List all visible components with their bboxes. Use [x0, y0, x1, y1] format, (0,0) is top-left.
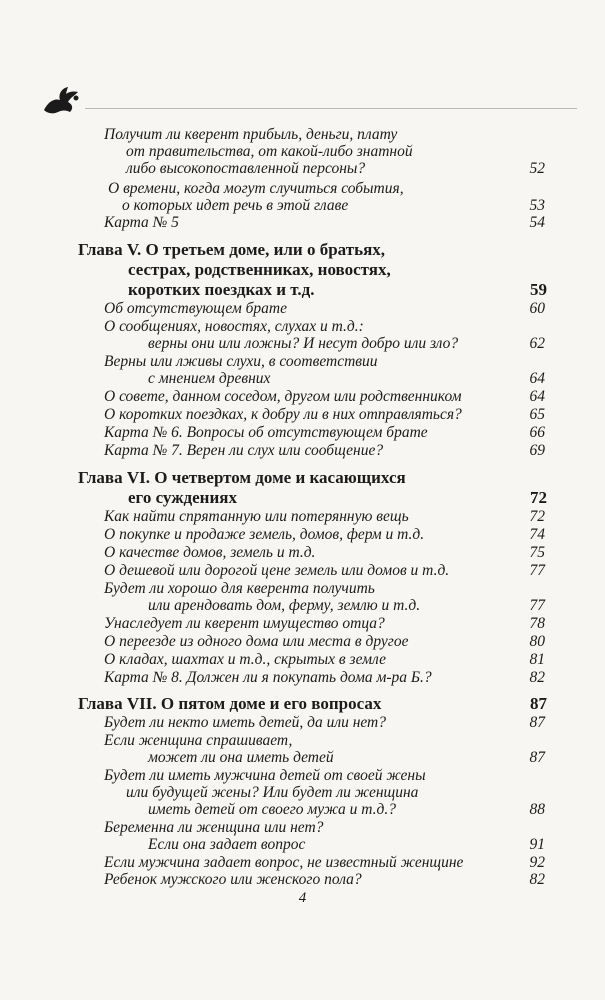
- toc-page-number: 82: [529, 871, 545, 888]
- toc-entry: Верны или лживы слухи, в соответствии: [104, 353, 378, 370]
- toc-entry: Карта № 7. Верен ли слух или сообщение?: [104, 442, 384, 459]
- toc-page-number: 77: [529, 597, 545, 614]
- toc-entry: О времени, когда могут случиться события,: [108, 180, 404, 197]
- toc-entry: Получит ли кверент прибыль, деньги, плату: [104, 126, 398, 143]
- chapter-heading: Глава V. О третьем доме, или о братьях,: [78, 240, 386, 259]
- toc-page-number: 80: [529, 633, 545, 650]
- toc-entry: Если мужчина задает вопрос, не известный женщине: [104, 854, 464, 871]
- toc-entry: О качестве домов, земель и т.д.: [104, 544, 316, 561]
- toc-page-number: 88: [529, 801, 545, 818]
- toc-entry: с мнением древних: [148, 370, 271, 387]
- chapter-heading: Глава VI. О четвертом доме и касающихся: [78, 468, 406, 487]
- toc-page-number: 66: [529, 424, 545, 441]
- chapter-heading: сестрах, родственниках, новостях,: [128, 260, 391, 279]
- chapter-heading: Глава VII. О пятом доме и его вопросах: [78, 694, 382, 713]
- toc-entry: О переезде из одного дома или места в другое: [104, 633, 409, 650]
- toc-entry: О покупке и продаже земель, домов, ферм и т.д.: [104, 526, 425, 543]
- toc-page-number: 64: [529, 388, 545, 405]
- toc-page-number: 92: [529, 854, 545, 871]
- toc-entry: Ребенок мужского или женского пола?: [104, 871, 362, 888]
- toc-entry: Будет ли некто иметь детей, да или нет?: [104, 714, 387, 731]
- cherub-emblem-icon: [40, 84, 84, 118]
- toc-entry: О сообщениях, новостях, слухах и т.д.:: [104, 318, 364, 335]
- toc-page-number: 52: [529, 160, 545, 177]
- toc-entry: О дешевой или дорогой цене земель или домов и т.д.: [104, 562, 450, 579]
- toc-page-number: 62: [529, 335, 545, 352]
- toc-entry: может ли она иметь детей: [148, 749, 334, 766]
- toc-entry: или будущей жены? Или будет ли женщина: [126, 784, 419, 801]
- toc-page-number: 72: [529, 508, 545, 525]
- toc-page-number: 53: [529, 197, 545, 214]
- toc-entry: Будет ли иметь мужчина детей от своей жены: [104, 767, 426, 784]
- toc-entry: Карта № 5: [104, 214, 179, 231]
- toc-page-number: 64: [529, 370, 545, 387]
- toc-page-number: 54: [529, 214, 545, 231]
- toc-entry: либо высокопоставленной персоны?: [126, 160, 366, 177]
- toc-entry: О совете, данном соседом, другом или родственником: [104, 388, 462, 405]
- toc-entry: верны они или ложны? И несут добро или зло?: [148, 335, 459, 352]
- toc-entry: Беременна ли женщина или нет?: [104, 819, 324, 836]
- toc-entry: Если она задает вопрос: [148, 836, 306, 853]
- toc-entry: Карта № 8. Должен ли я покупать дома м-ра Б.?: [104, 669, 432, 686]
- toc-page-number: 87: [529, 749, 545, 766]
- chapter-heading: его суждениях: [128, 488, 237, 507]
- toc-entry: Унаследует ли кверент имущество отца?: [104, 615, 385, 632]
- toc-entry: о которых идет речь в этой главе: [122, 197, 349, 214]
- chapter-page-number: 59: [530, 280, 547, 299]
- page-number-footer: 4: [298, 890, 307, 906]
- toc-page-number: 78: [529, 615, 545, 632]
- toc-page-number: 75: [529, 544, 545, 561]
- toc-entry: О кладах, шахтах и т.д., скрытых в земле: [104, 651, 386, 668]
- toc-entry: от правительства, от какой-либо знатной: [126, 143, 413, 160]
- toc-entry: Если женщина спрашивает,: [104, 732, 293, 749]
- toc-entry: Об отсутствующем брате: [104, 300, 287, 317]
- toc-page-number: 74: [529, 526, 545, 543]
- toc-entry: или арендовать дом, ферму, землю и т.д.: [148, 597, 421, 614]
- header-rule: [85, 108, 577, 109]
- toc-page-number: 87: [529, 714, 545, 731]
- toc-page-number: 69: [529, 442, 545, 459]
- toc-page-number: 91: [529, 836, 545, 853]
- toc-page-number: 77: [529, 562, 545, 579]
- toc-page-number: 65: [529, 406, 545, 423]
- toc-page-number: 81: [529, 651, 545, 668]
- toc-entry: Карта № 6. Вопросы об отсутствующем брате: [104, 424, 428, 441]
- toc-page-number: 82: [529, 669, 545, 686]
- chapter-page-number: 87: [530, 694, 547, 713]
- toc-entry: О коротких поездках, к добру ли в них отправляться?: [104, 406, 462, 423]
- chapter-heading: коротких поездках и т.д.: [128, 280, 315, 299]
- toc-entry: Будет ли хорошо для кверента получить: [104, 580, 375, 597]
- toc-page-number: 60: [529, 300, 545, 317]
- chapter-page-number: 72: [530, 488, 547, 507]
- toc-entry: Как найти спрятанную или потерянную вещь: [104, 508, 409, 525]
- toc-entry: иметь детей от своего мужа и т.д.?: [148, 801, 396, 818]
